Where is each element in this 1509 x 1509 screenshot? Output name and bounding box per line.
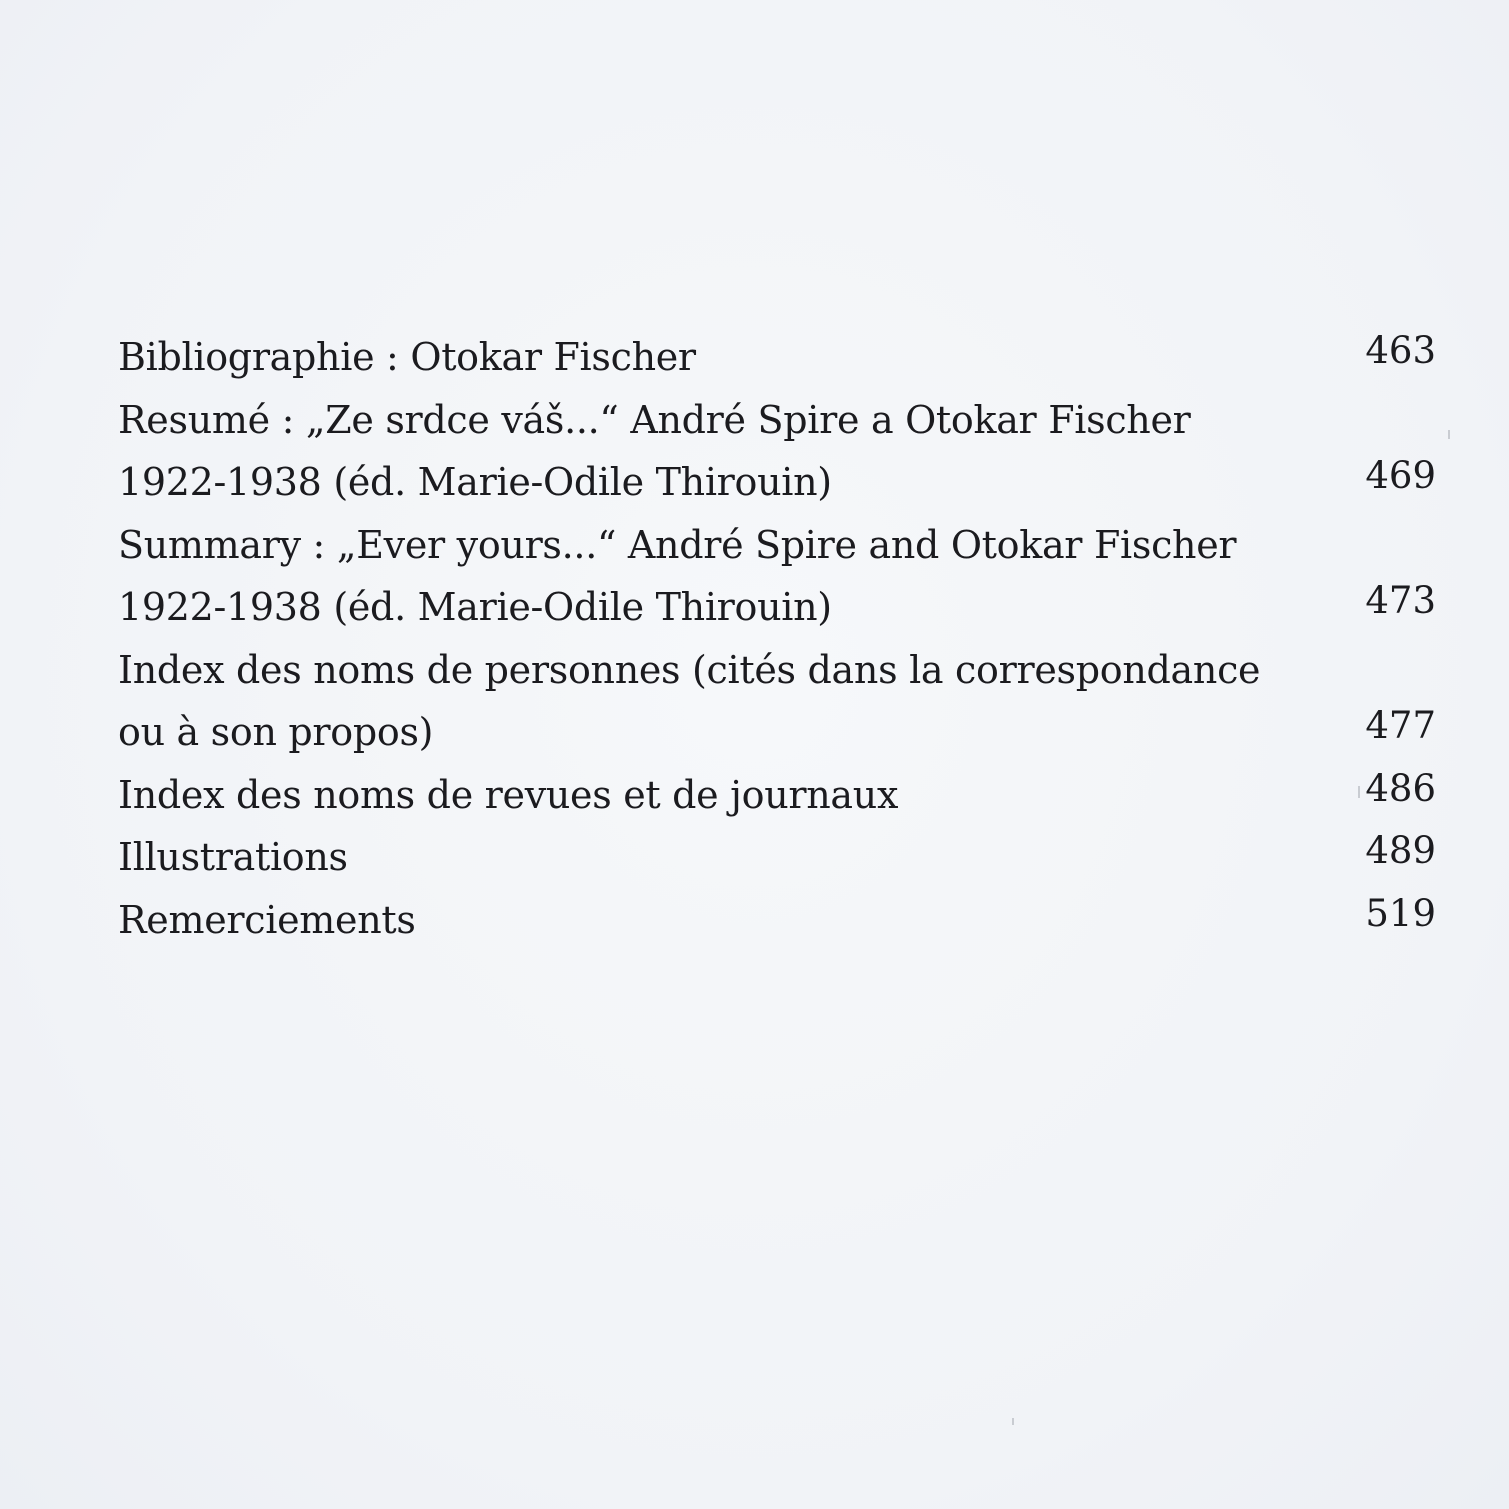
- toc-entry-page-number: 473: [1365, 579, 1436, 622]
- toc-entry-index-personnes: [118, 639, 1436, 702]
- toc-entry-title: Summary : „Ever yours...“ André Spire and Otokar Fischer: [118, 522, 1237, 567]
- toc-entry-page-number: 489: [1365, 829, 1436, 872]
- toc-entry-page-number: 486: [1365, 766, 1436, 810]
- toc-entry-summary: [118, 514, 1436, 577]
- toc-entry-title: Bibliographie : Otokar Fischer: [118, 335, 696, 379]
- toc-entry-bibliographie: [118, 326, 1436, 389]
- toc-entry-resume-continued: [118, 451, 1436, 514]
- table-of-contents: [118, 326, 1436, 951]
- toc-entry-index-revues: [118, 764, 1436, 827]
- toc-entry-title: Resumé : „Ze srdce váš...“ André Spire a Otokar Fischer: [118, 397, 1191, 442]
- toc-entry-resume: [118, 389, 1436, 452]
- toc-entry-remerciements: [118, 889, 1436, 952]
- toc-entry-title: Remerciements: [118, 897, 416, 942]
- paper-speck: [1448, 430, 1450, 439]
- toc-entry-title: 1922-1938 (éd. Marie-Odile Thirouin): [118, 585, 832, 629]
- toc-entry-summary-continued: [118, 576, 1436, 639]
- toc-entry-title: ou à son propos): [118, 710, 434, 754]
- toc-entry-page-number: 469: [1365, 454, 1436, 497]
- toc-entry-illustrations: [118, 826, 1436, 889]
- toc-entry-page-number: 519: [1365, 891, 1436, 935]
- toc-entry-title: Illustrations: [118, 835, 348, 879]
- paper-speck: [1012, 1418, 1014, 1425]
- toc-entry-page-number: 477: [1365, 704, 1436, 747]
- toc-entry-page-number: 463: [1365, 329, 1436, 372]
- toc-entry-title: 1922-1938 (éd. Marie-Odile Thirouin): [118, 460, 832, 504]
- toc-entry-title: Index des noms de revues et de journaux: [118, 772, 899, 817]
- toc-entry-index-personnes-continued: [118, 701, 1436, 764]
- paper-speck: [1358, 786, 1360, 798]
- toc-entry-title: Index des noms de personnes (cités dans la correspondance: [118, 647, 1261, 692]
